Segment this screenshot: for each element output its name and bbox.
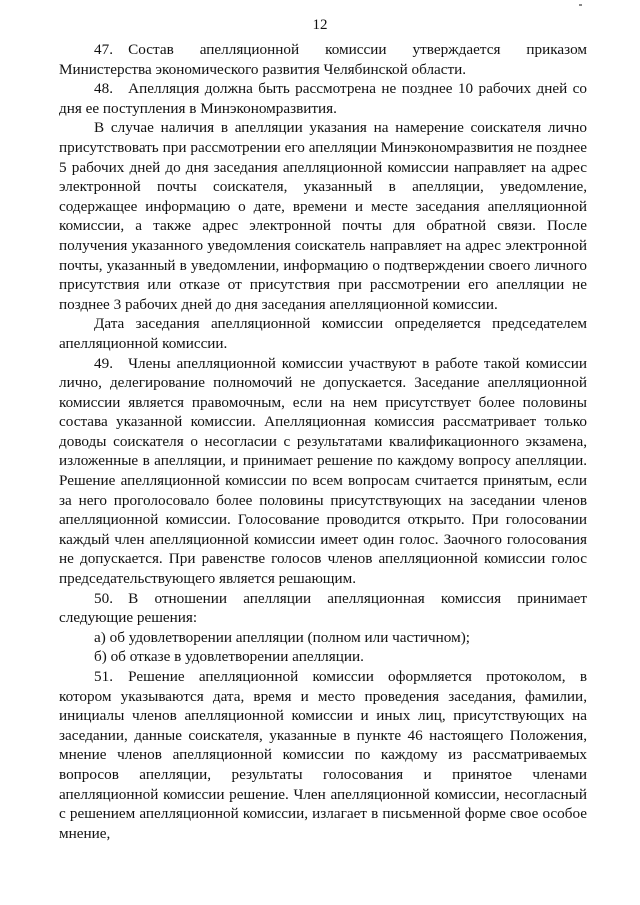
page-number: 12 (312, 17, 328, 33)
paragraph-48-date: Дата заседания апелляционной комиссии определяется председателем апелляционной комиссии. (59, 315, 587, 352)
document-body (59, 40, 587, 843)
paragraph-51: 51. Решение апелляционной комиссии оформляется протоколом, в котором указываются дата, время и место проведения заседания, фамилии, инициалы членов апелляционной комиссии и иных лиц, присутствующих на заседании, данные соискателя, указанные в пункте 46 настоящего Положения, мнение членов апелляционной комиссии по каждому из рассматриваемых вопросов апелляции, результаты голосования и принятое членами апелляционной комиссии решение. Член апелляционной комиссии, несогласный с решением апелляционной комиссии, излагает в письменной форме свое особое мнение, (59, 668, 587, 842)
paragraph-50: 50. В отношении апелляции апелляционная комиссия принимает следующие решения: (59, 589, 587, 627)
list-item-b: б) об отказе в удовлетворении апелляции. (94, 648, 364, 666)
paragraph-48-notification: В случае наличия в апелляции указания на намерение соискателя лично присутствовать при рассмотрении его апелляции Минэкономразвития не позднее 5 рабочих дней до дня заседания апелляционной комиссии направляет на адрес электронной почты соискателя, указанный в апелляции, уведомление, содержащее информацию о дате, времени и месте заседания апелляционной комиссии, а также адрес электронной почты для обратной связи. После получения указанного уведомления соискатель направляет на адрес электронной почты, указанный в уведомлении, информацию о подтверждении своего личного присутствия или отказе от присутствия при рассмотрении его апелляции не позднее 3 рабочих дней до дня заседания апелляционной комиссии. (59, 119, 587, 313)
list-item-a: а) об удовлетворении апелляции (полном или частичном); (94, 628, 470, 646)
paragraph-48: 48. Апелляция должна быть рассмотрена не позднее 10 рабочих дней со дня ее поступления в Минэкономразвития. (59, 80, 587, 117)
scan-mark (579, 4, 582, 6)
paragraph-47: 47. Состав апелляционной комиссии утверждается приказом Министерства экономического развития Челябинской области. (59, 41, 587, 78)
paragraph-49: 49. Члены апелляционной комиссии участвуют в работе такой комиссии лично, делегирование полномочий не допускается. Заседание апелляционной комиссии является правомочным, если на нем присутствует более половины состава указанной комиссии. Апелляционная комиссия рассматривает только доводы соискателя о несогласии с результатами квалификационного экзамена, изложенные в апелляции, и принимает решение по каждому вопросу апелляции. Решение апелляционной комиссии по всем вопросам считается принятым, если за него проголосовало более половины присутствующих на заседании членов апелляционной комиссии. Голосование проводится открыто. При голосовании каждый член апелляционной комиссии имеет один голос. Заочного голосования не допускается. При равенстве голосов членов апелляционной комиссии голос председательствующего является решающим. (59, 354, 587, 588)
